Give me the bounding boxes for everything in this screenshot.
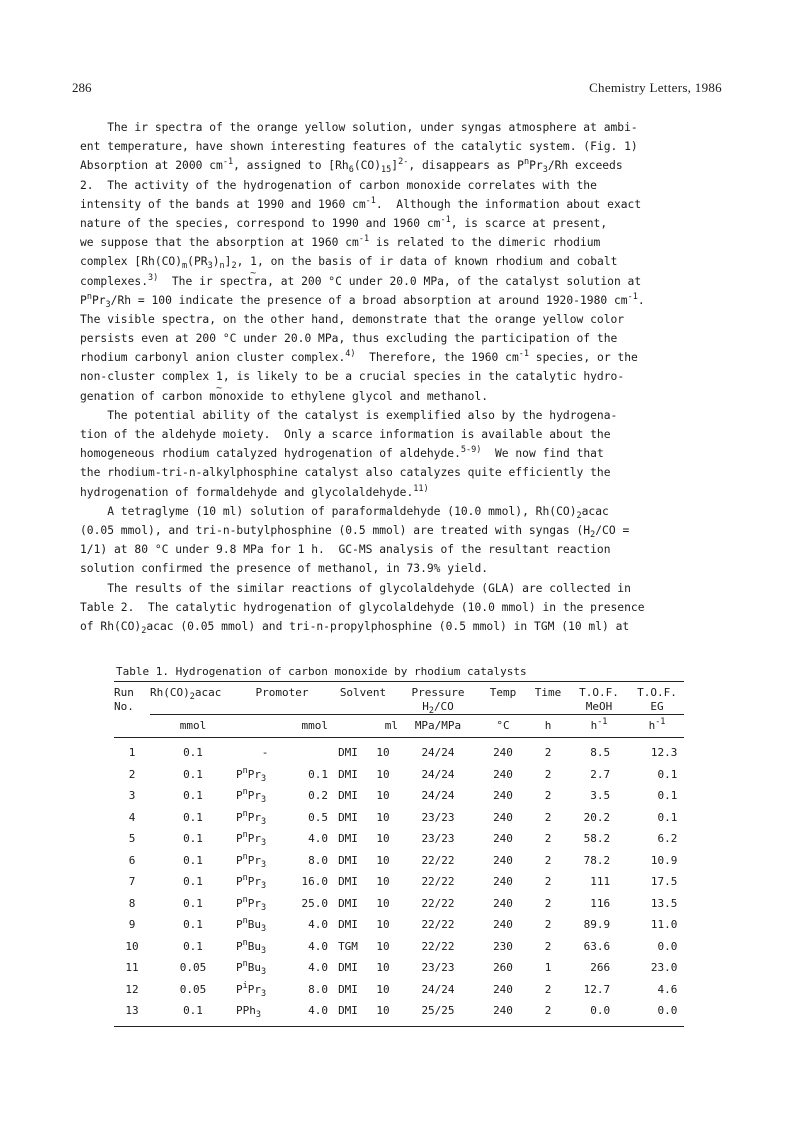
body-line: 2. The activity of the hydrogenation of carbon monoxide correlates with the	[80, 178, 597, 192]
cell-promoter: -	[261, 746, 269, 759]
cell-solvent-ml: 10	[376, 810, 390, 824]
cell-solvent: DMI	[338, 767, 358, 781]
body-line: The ir spectra of the orange yellow solution, under syngas atmosphere at ambi-	[80, 121, 638, 134]
cell-time: 2	[544, 746, 552, 759]
cell-solvent-ml: 10	[376, 939, 390, 953]
cell-time: 2	[544, 939, 552, 953]
body-line: A tetraglyme (10 ml) solution of paraformaldehyde (10.0 mmol), $Rh(CO)_2acac$	[80, 504, 609, 521]
body-line: hydrogenation of formaldehyde and glycolaldehyde.$^{11)}$	[80, 483, 429, 499]
cell-temp: 240	[493, 789, 513, 802]
col-header-tof-meoh: T.O.F.	[579, 686, 619, 699]
cell-rh: 0.1	[183, 875, 203, 888]
cell-tof-eg: 0.1	[657, 767, 684, 781]
cell-rh: 0.1	[183, 896, 203, 910]
col-header-tof-eg: T.O.F.	[637, 686, 677, 699]
col-header-meoh: MeOH	[568, 700, 630, 715]
cell-time: 2	[544, 982, 552, 996]
cell-pressure: 23/23	[421, 832, 455, 845]
cell-temp: 240	[493, 1004, 513, 1017]
cell-promoter-amount: 0.1	[308, 767, 328, 781]
body-line: ent temperature, have shown interesting features of the catalytic system. (Fig. 1)	[80, 140, 638, 154]
unit-tof-meoh: $h^{-1}$	[590, 717, 608, 732]
table-row	[114, 807, 684, 829]
cell-time: 2	[544, 810, 552, 824]
cell-tof-eg: 4.6	[657, 982, 684, 996]
cell-run: 10	[125, 939, 139, 953]
results-table	[114, 681, 684, 1027]
body-line: complexes.$^{3)}$ The ir spectra, at 200 °C under 20.0 MPa, of the catalyst solution at	[80, 272, 642, 288]
cell-pressure: 24/24	[421, 982, 455, 996]
cell-tof-meoh: 63.6	[583, 939, 630, 953]
cell-promoter: $P^nBu_3$	[236, 937, 267, 956]
cell-temp: 240	[493, 746, 513, 759]
unit-pressure: MPa/MPa	[414, 719, 462, 732]
body-line: rhodium carbonyl anion cluster complex.$^{4)}$ Therefore, the 1960 $cm^{-1}$ species, or the	[80, 349, 638, 365]
col-header-run: Run	[114, 686, 134, 699]
cell-run: 12	[125, 982, 139, 996]
cell-run: 13	[125, 1004, 139, 1017]
cell-tof-eg: 10.9	[650, 853, 684, 867]
cell-temp: 240	[493, 767, 513, 781]
cell-tof-eg: 6.2	[657, 832, 684, 845]
cell-pressure: 24/24	[421, 746, 455, 759]
cell-run: 3	[128, 789, 136, 802]
cell-pressure: 25/25	[421, 1004, 455, 1017]
table-row	[114, 764, 684, 786]
cell-promoter-amount: 4.0	[308, 832, 328, 845]
body-line: genation of carbon monoxide to ethylene glycol and methanol.	[80, 389, 489, 403]
cell-solvent-ml: 10	[376, 853, 390, 867]
cell-promoter: $P^nBu_3$	[236, 959, 267, 977]
cell-tof-meoh: 2.7	[590, 767, 630, 781]
cell-promoter: $P^nPr_3$	[236, 830, 267, 848]
body-line: The visible spectra, on the other hand, demonstrate that the orange yellow color	[80, 312, 625, 326]
body-line: the rhodium-tri-n-alkylphosphine catalyst also catalyzes quite efficiently the	[80, 466, 611, 480]
cell-tof-eg: 0.0	[657, 1004, 684, 1017]
cell-promoter-amount: 8.0	[308, 853, 328, 867]
cell-promoter: $P^nPr_3$	[236, 851, 267, 870]
cell-solvent-ml: 10	[376, 832, 390, 845]
cell-solvent: DMI	[338, 896, 358, 910]
body-line: Table 2. The catalytic hydrogenation of glycolaldehyde (10.0 mmol) in the presence	[80, 600, 645, 614]
cell-tof-eg: 23.0	[650, 961, 684, 974]
body-line: intensity of the bands at 1990 and 1960 $cm^{-1}$. Although the information about exact	[80, 195, 642, 211]
col-header-no: No.	[114, 700, 134, 714]
cell-pressure: 22/22	[421, 853, 455, 867]
cell-tof-meoh: 116	[590, 896, 630, 910]
cell-tof-eg: 17.5	[650, 875, 684, 888]
table-row	[114, 893, 684, 915]
table-row	[114, 914, 684, 936]
cell-temp: 230	[493, 939, 513, 953]
cell-rh: 0.1	[183, 810, 203, 824]
body-line: non-cluster complex 1 ~, is likely to be a crucial species in the catalytic hydro-	[80, 367, 730, 386]
cell-rh: 0.05	[179, 982, 207, 996]
cell-solvent: DMI	[338, 1004, 358, 1017]
body-line: nature of the species, correspond to 1990 and 1960 $cm^{-1}$, is scarce at present,	[80, 214, 608, 230]
cell-promoter: $P^nPr_3$	[236, 765, 267, 784]
cell-solvent-ml: 10	[376, 789, 390, 802]
table-row	[114, 1000, 684, 1022]
col-header-solvent: Solvent	[339, 686, 387, 699]
body-line: The results of the similar reactions of glycolaldehyde (GLA) are collected in	[80, 581, 631, 595]
cell-tof-meoh: 111	[590, 875, 630, 888]
col-header-h2-co: $H_2/CO$	[398, 700, 478, 715]
cell-rh: 0.05	[179, 961, 207, 974]
table-row	[114, 850, 684, 872]
cell-tof-meoh: 58.2	[583, 832, 630, 845]
cell-temp: 240	[493, 832, 513, 845]
table-row	[114, 742, 684, 764]
cell-temp: 240	[493, 982, 513, 996]
cell-tof-meoh: 8.5	[590, 746, 630, 759]
table-row	[114, 871, 684, 893]
table-header-row-1	[114, 686, 684, 700]
cell-solvent-ml: 10	[376, 918, 390, 931]
body-line: solution confirmed the presence of methanol, in 73.9% yield.	[80, 562, 489, 576]
cell-rh: 0.1	[183, 918, 203, 931]
body-line: complex $[Rh(CO)_m(PR_3)_n]_2$, 1 ~, on the basis of ir data of known rhodium and cobalt	[80, 252, 730, 271]
cell-promoter-amount: 4.0	[308, 961, 328, 974]
cell-solvent: DMI	[338, 789, 358, 802]
table-row	[114, 936, 684, 958]
cell-rh: 0.1	[183, 832, 203, 845]
table-row	[114, 957, 684, 979]
table-1	[114, 663, 684, 1027]
cell-tof-meoh: 78.2	[583, 853, 630, 867]
body-line: homogeneous rhodium catalyzed hydrogenation of aldehyde.$^{5-9)}$ We now find that	[80, 445, 604, 461]
cell-tof-meoh: 89.9	[583, 918, 630, 931]
cell-tof-eg: 0.1	[657, 810, 684, 824]
cell-promoter-amount: 0.5	[308, 810, 328, 824]
cell-solvent: DMI	[338, 832, 358, 845]
col-header-time: Time	[534, 686, 562, 699]
cell-solvent-ml: 10	[376, 1004, 390, 1017]
cell-rh: 0.1	[183, 789, 203, 802]
body-line: Absorption at 2000 $cm^{-1}$, assigned to $[Rh_6(CO)_{15}]^{2-}$, disappears as $P^nPr_3/Rh$ exceeds	[80, 157, 623, 176]
cell-promoter: $P^iPr_3$	[236, 980, 267, 999]
cell-promoter-amount: 0.2	[308, 789, 328, 802]
cell-promoter-amount: 4.0	[308, 1004, 328, 1017]
cell-time: 2	[544, 1004, 552, 1017]
cell-pressure: 22/22	[421, 875, 455, 888]
cell-time: 1	[544, 961, 552, 974]
cell-promoter: $P^nPr_3$	[236, 873, 267, 891]
cell-run: 7	[128, 875, 136, 888]
cell-promoter: $P^nPr_3$	[236, 808, 267, 827]
cell-tof-eg: 0.1	[657, 789, 684, 802]
cell-run: 4	[128, 810, 136, 824]
body-text	[80, 118, 730, 636]
journal-reference: Chemistry Letters, 1986	[589, 80, 722, 95]
cell-rh: 0.1	[183, 767, 203, 781]
cell-solvent: DMI	[338, 918, 358, 931]
cell-solvent-ml: 10	[376, 875, 390, 888]
cell-pressure: 22/22	[421, 896, 455, 910]
cell-run: 9	[128, 918, 136, 931]
cell-temp: 240	[493, 853, 513, 867]
cell-tof-meoh: 20.2	[583, 810, 630, 824]
cell-rh: 0.1	[183, 853, 203, 867]
cell-tof-meoh: 0.0	[590, 1004, 630, 1017]
cell-solvent: DMI	[338, 961, 358, 974]
cell-promoter-amount: 16.0	[301, 875, 328, 888]
body-line: of $Rh(CO)_2acac$ (0.05 mmol) and tri-n-propylphosphine (0.5 mmol) in TGM (10 ml) at	[80, 619, 630, 636]
table-row	[114, 828, 684, 850]
cell-time: 2	[544, 853, 552, 867]
cell-tof-meoh: 266	[590, 961, 630, 974]
page-number: 286	[72, 80, 92, 95]
cell-time: 2	[544, 918, 552, 931]
cell-solvent: DMI	[338, 746, 358, 759]
col-header-pressure: Pressure	[411, 686, 465, 699]
cell-pressure: 22/22	[421, 918, 455, 931]
cell-solvent-ml: 10	[376, 896, 390, 910]
cell-rh: 0.1	[183, 1004, 203, 1017]
cell-pressure: 23/23	[421, 810, 455, 824]
cell-run: 5	[128, 832, 136, 845]
unit-rh: mmol	[179, 719, 207, 732]
page-header	[72, 80, 722, 98]
cell-solvent-ml: 10	[376, 746, 390, 759]
cell-solvent: DMI	[338, 810, 358, 824]
cell-solvent-ml: 10	[376, 767, 390, 781]
table-row	[114, 979, 684, 1001]
cell-solvent: TGM	[338, 939, 358, 953]
cell-run: 8	[128, 896, 136, 910]
cell-run: 11	[125, 961, 139, 974]
cell-solvent: DMI	[338, 982, 358, 996]
cell-tof-eg: 11.0	[650, 918, 684, 931]
cell-promoter-amount: 4.0	[308, 939, 328, 953]
cell-promoter-amount: 4.0	[308, 918, 328, 931]
cell-rh: 0.1	[183, 746, 203, 759]
unit-temp: °C	[496, 719, 510, 732]
table-caption: Table 1. Hydrogenation of carbon monoxide by rhodium catalysts	[116, 665, 527, 678]
table-units-row	[114, 715, 684, 738]
cell-solvent: DMI	[338, 875, 358, 888]
cell-temp: 260	[493, 961, 513, 974]
cell-promoter-amount: 8.0	[308, 982, 328, 996]
col-header-eg: EG	[630, 700, 684, 715]
cell-run: 2	[128, 767, 136, 781]
cell-tof-meoh: 3.5	[590, 789, 630, 802]
cell-tof-eg: 12.3	[650, 746, 684, 759]
unit-tof-eg: $h^{-1}$	[648, 717, 666, 732]
cell-tof-meoh: 12.7	[583, 982, 630, 996]
cell-time: 2	[544, 896, 552, 910]
table-row	[114, 785, 684, 807]
body-line: we suppose that the absorption at 1960 $cm^{-1}$ is related to the dimeric rhodium	[80, 234, 601, 250]
body-line: persists even at 200 °C under 20.0 MPa, thus excluding the participation of the	[80, 332, 618, 346]
unit-solvent: ml	[384, 719, 398, 732]
cell-run: 6	[128, 853, 136, 867]
cell-promoter-amount	[294, 742, 328, 764]
cell-time: 2	[544, 767, 552, 781]
cell-pressure: 22/22	[421, 939, 455, 953]
cell-promoter-amount: 25.0	[301, 896, 328, 910]
cell-tof-eg: 0.0	[657, 939, 684, 953]
cell-temp: 240	[493, 896, 513, 910]
cell-solvent: DMI	[338, 853, 358, 867]
cell-time: 2	[544, 875, 552, 888]
cell-pressure: 24/24	[421, 767, 455, 781]
cell-temp: 240	[493, 810, 513, 824]
cell-promoter: $P^nPr_3$	[236, 787, 267, 805]
cell-solvent-ml: 10	[376, 961, 390, 974]
cell-time: 2	[544, 789, 552, 802]
body-line: $P^nPr_3/Rh = 100$ indicate the presence of a broad absorption at around 1920-1980 $cm^{-1}$.	[80, 291, 645, 310]
body-line: tion of the aldehyde moiety. Only a scarce information is available about the	[80, 428, 611, 441]
cell-run: 1	[128, 746, 136, 759]
cell-promoter: PPh$_3$	[236, 1004, 261, 1020]
cell-temp: 240	[493, 918, 513, 931]
col-header-temp: Temp	[489, 686, 517, 699]
col-header-promoter: Promoter	[255, 686, 309, 699]
body-line: (0.05 mmol), and tri-n-butylphosphine (0.5 mmol) are treated with syngas ($H_2/CO$ =	[80, 523, 630, 540]
col-header-rh-catalyst: $Rh(CO)_2acac$	[150, 686, 222, 702]
body-line: The potential ability of the catalyst is exemplified also by the hydrogena-	[80, 408, 618, 422]
table-header-row-2	[114, 700, 684, 715]
cell-temp: 240	[493, 875, 513, 888]
unit-promoter: mmol	[301, 719, 328, 732]
unit-time: h	[544, 719, 552, 732]
cell-promoter: $P^nPr_3$	[236, 894, 267, 913]
cell-pressure: 24/24	[421, 789, 455, 802]
cell-tof-eg: 13.5	[650, 896, 684, 910]
cell-time: 2	[544, 832, 552, 845]
cell-solvent-ml: 10	[376, 982, 390, 996]
cell-pressure: 23/23	[421, 961, 455, 974]
cell-rh: 0.1	[183, 939, 203, 953]
cell-promoter: $P^nBu_3$	[236, 916, 267, 934]
body-line: 1/1) at 80 °C under 9.8 MPa for 1 h. GC-MS analysis of the resultant reaction	[80, 543, 611, 557]
